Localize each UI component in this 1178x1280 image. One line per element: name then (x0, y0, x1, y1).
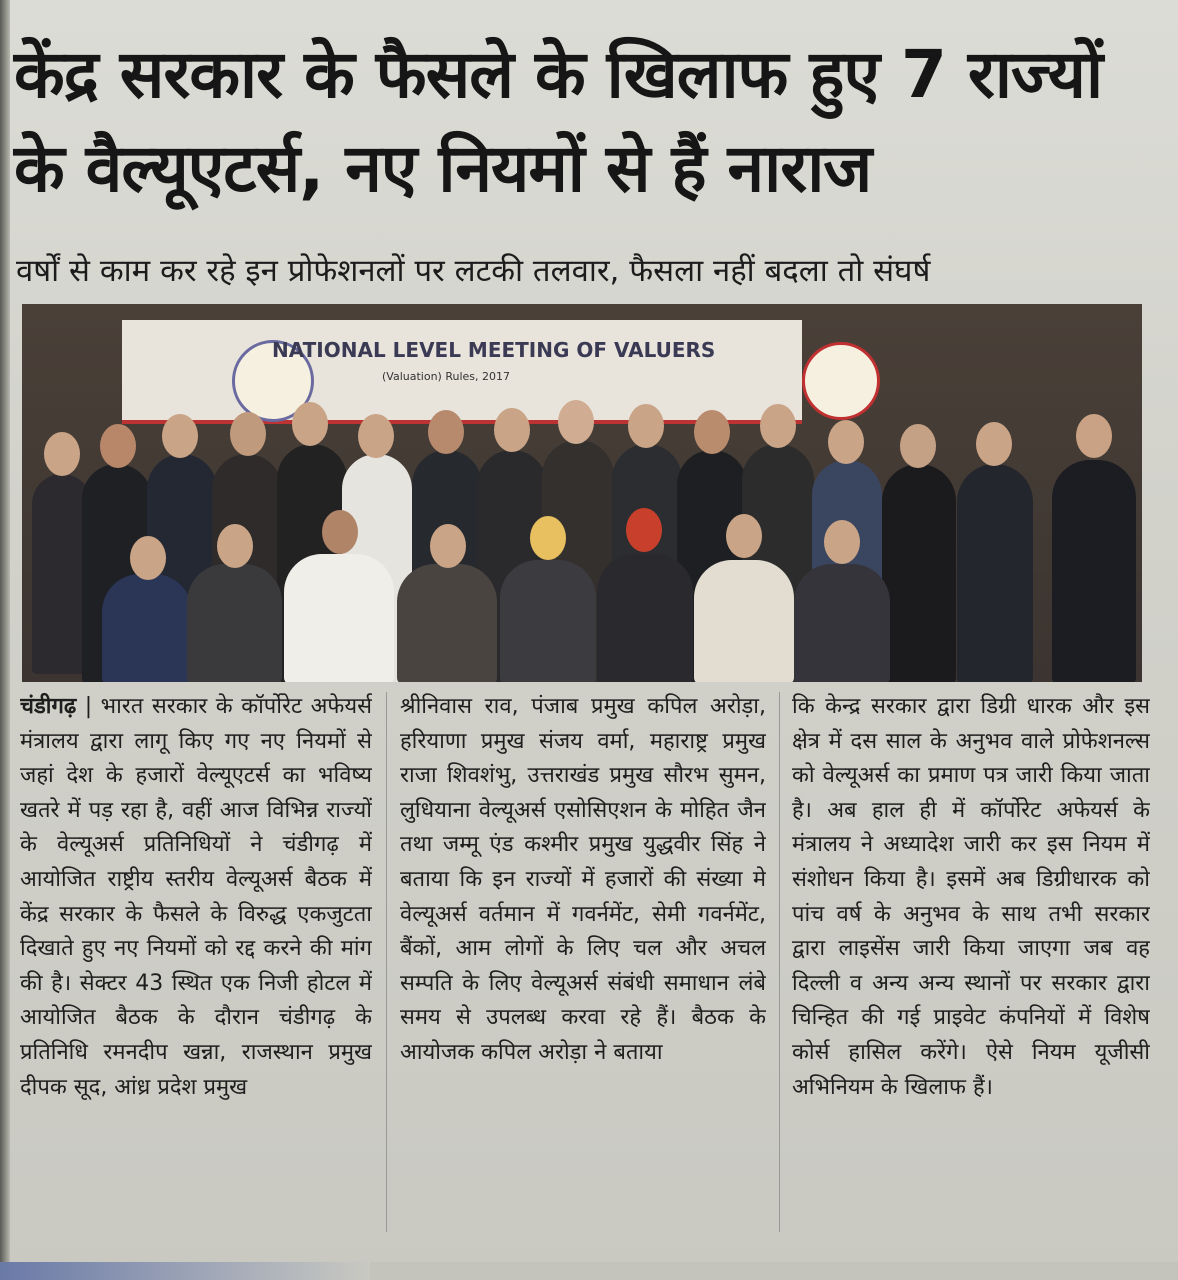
seated-attendee (694, 560, 794, 682)
attendee-head (558, 400, 594, 444)
headline: केंद्र सरकार के फैसले के खिलाफ हुए 7 राज्यों के वैल्यूएटर्स, नए नियमों से हैं नाराज (14, 36, 1103, 207)
attendee-head (726, 514, 762, 558)
column-divider (386, 692, 387, 1232)
banner-subtitle: (Valuation) Rules, 2017 (382, 370, 510, 383)
seated-attendee (102, 574, 192, 682)
attendee-head (44, 432, 80, 476)
next-article-edge (0, 1262, 1178, 1280)
banner-title: NATIONAL LEVEL MEETING OF VALUERS (272, 338, 716, 362)
subheadline: वर्षों से काम कर रहे इन प्रोफेशनलों पर लटकी तलवार, फैसला नहीं बदला तो संघर्ष (16, 253, 931, 289)
attendee-head (900, 424, 936, 468)
seated-attendee (500, 560, 596, 682)
attendee-head (162, 414, 198, 458)
attendee-head (824, 520, 860, 564)
attendee-head (100, 424, 136, 468)
attendee-head (828, 420, 864, 464)
article-column-1: चंडीगढ़ | भारत सरकार के कॉर्पोरेट अफेयर्स मंत्रालय द्वारा लागू किए गए नए नियमों से जहां देश के हजारों वेल्यूएटर्स का भविष्य खतरे में पड़ रहा है, वहीं आज विभिन्न राज्यों के वेल्यूअर्स प्रतिनिधियों ने चंडीगढ़ में आयोजित राष्ट्रीय स्तरीय वेल्यूअर्स बैठक में केंद्र सरकार के फैसले के विरुद्ध एकजुटता दिखाते हुए नए नियमों को रद्द करने की मांग की है। सेक्टर 43 स्थित एक निजी होटल में आयोजित बैठक के दौरान चंडीगढ़ के प्रतिनिधि रमनदीप खन्ना, राजस्थान प्रमुख दीपक सूद, आंध्र प्रदेश प्रमुख (20, 694, 372, 1100)
group-photo (22, 304, 1142, 682)
article-column-2 (400, 690, 766, 1250)
next-article-color-band (0, 1262, 370, 1280)
attendee-head (494, 408, 530, 452)
attendee (1052, 460, 1136, 682)
attendee-head (694, 410, 730, 454)
attendee-head (1076, 414, 1112, 458)
seated-attendee (187, 564, 282, 682)
seated-attendee (397, 564, 497, 682)
column-1-text: भारत सरकार के कॉर्पोरेट अफेयर्स मंत्रालय द्वारा लागू किए गए नए नियमों से जहां देश के हजारों वेल्यूएटर्स का भविष्य खतरे में पड़ रहा है, वहीं आज विभिन्न राज्यों के वेल्यूअर्स प्रतिनिधियों ने चंडीगढ़ में आयोजित राष्ट्रीय स्तरीय वेल्यूअर्स बैठक में केंद्र सरकार के फैसले के विरुद्ध एकजुटता दिखाते हुए नए नियमों को रद्द करने की मांग की है। सेक्टर 43 स्थित एक निजी होटल में आयोजित बैठक के दौरान चंडीगढ़ के प्रतिनिधि रमनदीप खन्ना, राजस्थान प्रमुख दीपक सूद, आंध्र प्रदेश प्रमुख (20, 694, 372, 1100)
attendee-head (292, 402, 328, 446)
dateline: चंडीगढ़ (20, 694, 77, 719)
turban-attendee-head (530, 516, 566, 560)
attendee-head (760, 404, 796, 448)
attendee-head (628, 404, 664, 448)
column-3-text: कि केन्द्र सरकार द्वारा डिग्री धारक और इस क्षेत्र में दस साल के अनुभव वाले प्रोफेशनल्स को वेल्यूअर्स का प्रमाण पत्र जारी किया जाता है। अब हाल ही में कॉर्पोरेट अफेयर्स के मंत्रालय ने अध्यादेश जारी कर इस नियम में संशोधन किया है। इसमें अब डिग्रीधारक को पांच वर्ष के अनुभव के साथ तभी सरकार द्वारा लाइसेंस जारी किया जाएगा जब वह दिल्ली व अन्य अन्य स्थानों पर सरकार द्वारा चिन्हित की गई प्राइवेट कंपनियों में विशेष कोर्स हासिल करेंगे। ऐसे नियम यूजीसी अभिनियम के खिलाफ हैं। (792, 694, 1150, 1100)
attendee-head (428, 410, 464, 454)
column-2-text: श्रीनिवास राव, पंजाब प्रमुख कपिल अरोड़ा, हरियाणा प्रमुख संजय वर्मा, महाराष्ट्र प्रमुख राजा शिवशंभु, उत्तराखंड प्रमुख सौरभ सुमन, लुधियाना वेल्यूअर्स एसोसिएशन के मोहित जैन तथा जम्मू एंड कश्मीर प्रमुख युद्धवीर सिंह ने बताया कि इन राज्यों में हजारों की संख्या मे वेल्यूअर्स वर्तमान में गवर्नमेंट, सेमी गवर्नमेंट, बैंकों, आम लोगों के लिए चल और अचल सम्पति के लिए वेल्यूअर्स संबंधी समाधान लंबे समय से उपलब्ध करवा रहे हैं। बैठक के आयोजक कपिल अरोड़ा ने बताया (400, 694, 766, 1065)
attendee-head (217, 524, 253, 568)
attendee-head (976, 422, 1012, 466)
attendee (957, 464, 1033, 682)
attendee-head (358, 414, 394, 458)
column-divider (779, 692, 780, 1232)
turban-attendee-head (626, 508, 662, 552)
seated-attendee (794, 564, 890, 682)
seated-attendee (597, 554, 693, 682)
seated-attendee (284, 554, 394, 682)
attendee-head (230, 412, 266, 456)
crowd-of-attendees (22, 364, 1142, 682)
attendee (882, 464, 956, 682)
attendee-head (130, 536, 166, 580)
page-edge-shadow (0, 0, 10, 1280)
attendee-head (322, 510, 358, 554)
article-column-3 (792, 690, 1150, 1250)
attendee-head (430, 524, 466, 568)
